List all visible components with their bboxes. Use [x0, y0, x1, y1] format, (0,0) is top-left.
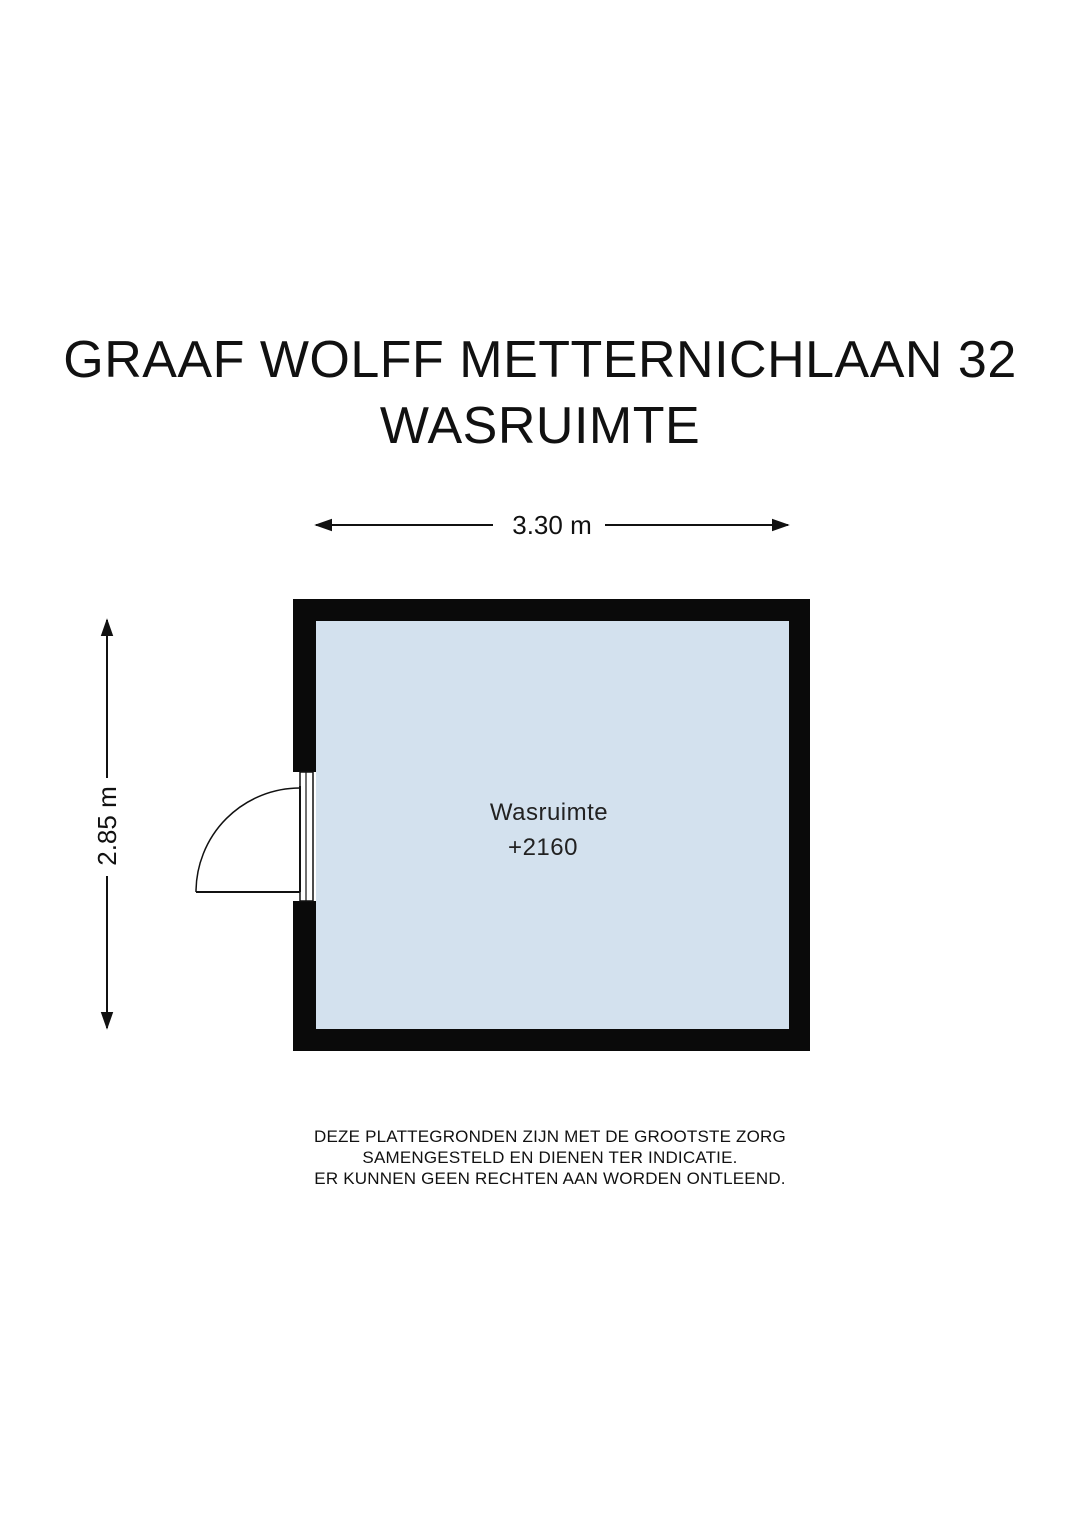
disclaimer-line: DEZE PLATTEGRONDEN ZIJN MET DE GROOTSTE ZORG	[314, 1127, 786, 1146]
door-swing-arc	[196, 788, 300, 892]
disclaimer-line: SAMENGESTELD EN DIENEN TER INDICATIE.	[362, 1148, 738, 1167]
room-name-label: Wasruimte	[489, 799, 609, 826]
height-dimension-label: 2.85 m	[92, 786, 122, 866]
disclaimer-line: ER KUNNEN GEEN RECHTEN AAN WORDEN ONTLEEND.	[314, 1169, 786, 1188]
plan-title-room: WASRUIMTE	[379, 397, 701, 455]
plan-title-address: GRAAF WOLFF METTERNICHLAAN 32	[63, 331, 1017, 389]
disclaimer-text	[0, 1126, 1080, 1189]
width-dimension	[316, 510, 788, 540]
width-dimension-label: 3.30 m	[512, 510, 592, 540]
room-level-label: +2160	[508, 834, 578, 861]
height-dimension	[92, 620, 122, 1028]
